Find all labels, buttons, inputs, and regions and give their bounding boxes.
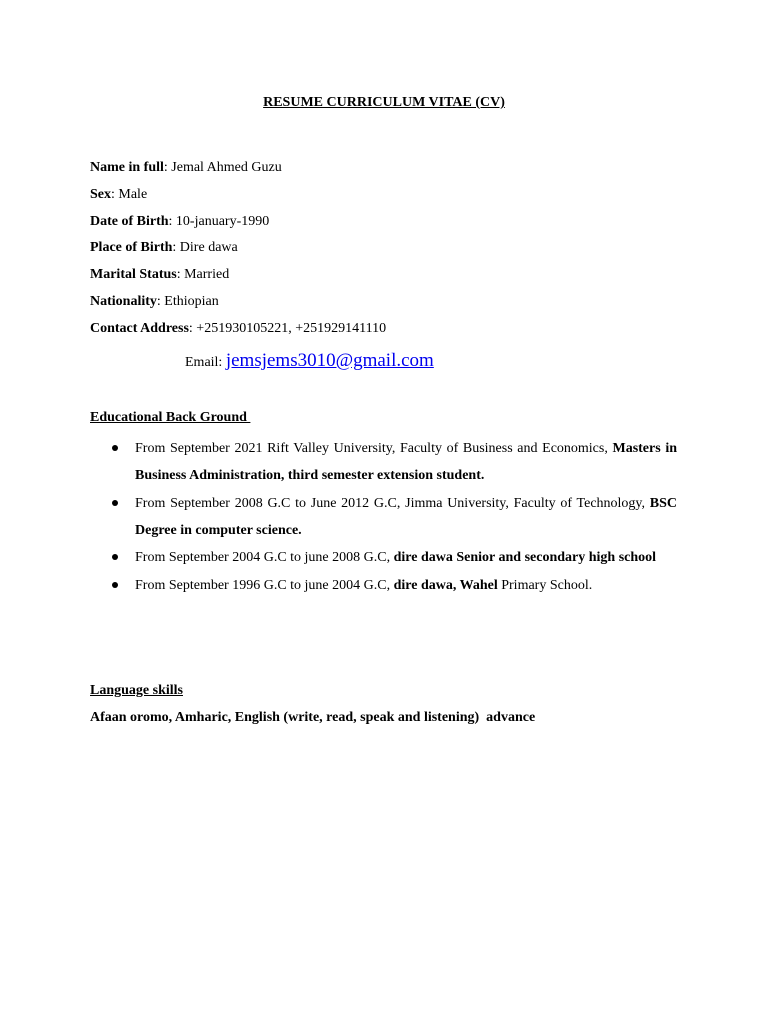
education-item-text: From September 2008 G.C to June 2012 G.C, Jimma University, Faculty of Technology,: [135, 495, 650, 511]
sex-field: [90, 185, 147, 205]
bullet-icon: [112, 445, 118, 451]
education-item: [112, 544, 677, 571]
email-field: [185, 348, 434, 376]
nationality-label: Nationality: [90, 294, 157, 309]
name-field: [90, 158, 282, 178]
pob-value: : Dire dawa: [172, 240, 238, 255]
language-text: Afaan oromo, Amharic, English (write, read, speak and listening) advance: [90, 710, 536, 725]
education-item-tail: Primary School.: [501, 577, 593, 593]
document-title: RESUME CURRICULUM VITAE (CV): [263, 95, 505, 110]
education-item-bold: dire dawa, Wahel: [393, 577, 502, 593]
education-item-text: From September 1996 G.C to june 2004 G.C,: [135, 577, 394, 593]
education-item-text: From September 2004 G.C to june 2008 G.C,: [135, 550, 394, 566]
education-item-text: From September 2021 Rift Valley University, Faculty of Business and Economics,: [135, 441, 613, 456]
pob-label: Place of Birth: [90, 240, 173, 255]
sex-label: Sex: [90, 187, 111, 202]
contact-field: [90, 319, 386, 339]
education-item: [112, 572, 677, 599]
contact-value: : +251930105221, +251929141110: [188, 321, 387, 336]
name-value: : Jemal Ahmed Guzu: [163, 160, 282, 175]
nationality-value: : Ethiopian: [156, 294, 219, 309]
dob-value: : 10-january-1990: [168, 214, 270, 229]
marital-field: [90, 265, 229, 285]
education-heading: Educational Back Ground: [90, 410, 251, 425]
education-item-bold: Masters in Business Administration, third semester extension student.: [135, 441, 677, 484]
education-list: [112, 435, 677, 599]
education-item-bold: BSC Degree in computer science.: [135, 495, 677, 538]
language-heading: Language skills: [90, 683, 183, 698]
sex-value: : Male: [111, 187, 148, 202]
bullet-icon: [112, 554, 118, 560]
marital-value: : Married: [176, 267, 230, 282]
nationality-field: [90, 292, 219, 312]
bullet-icon: [112, 582, 118, 588]
pob-field: [90, 238, 238, 258]
education-item: [112, 435, 677, 490]
name-label: Name in full: [90, 160, 164, 175]
education-item-bold: dire dawa Senior and secondary high school: [393, 550, 657, 566]
email-label: Email:: [185, 355, 226, 370]
email-link[interactable]: jemsjems3010@gmail.com: [225, 350, 434, 371]
contact-label: Contact Address: [90, 321, 189, 336]
dob-field: [90, 212, 269, 232]
marital-label: Marital Status: [90, 267, 177, 282]
education-item: [112, 490, 677, 545]
bullet-icon: [112, 500, 118, 506]
dob-label: Date of Birth: [90, 214, 169, 229]
